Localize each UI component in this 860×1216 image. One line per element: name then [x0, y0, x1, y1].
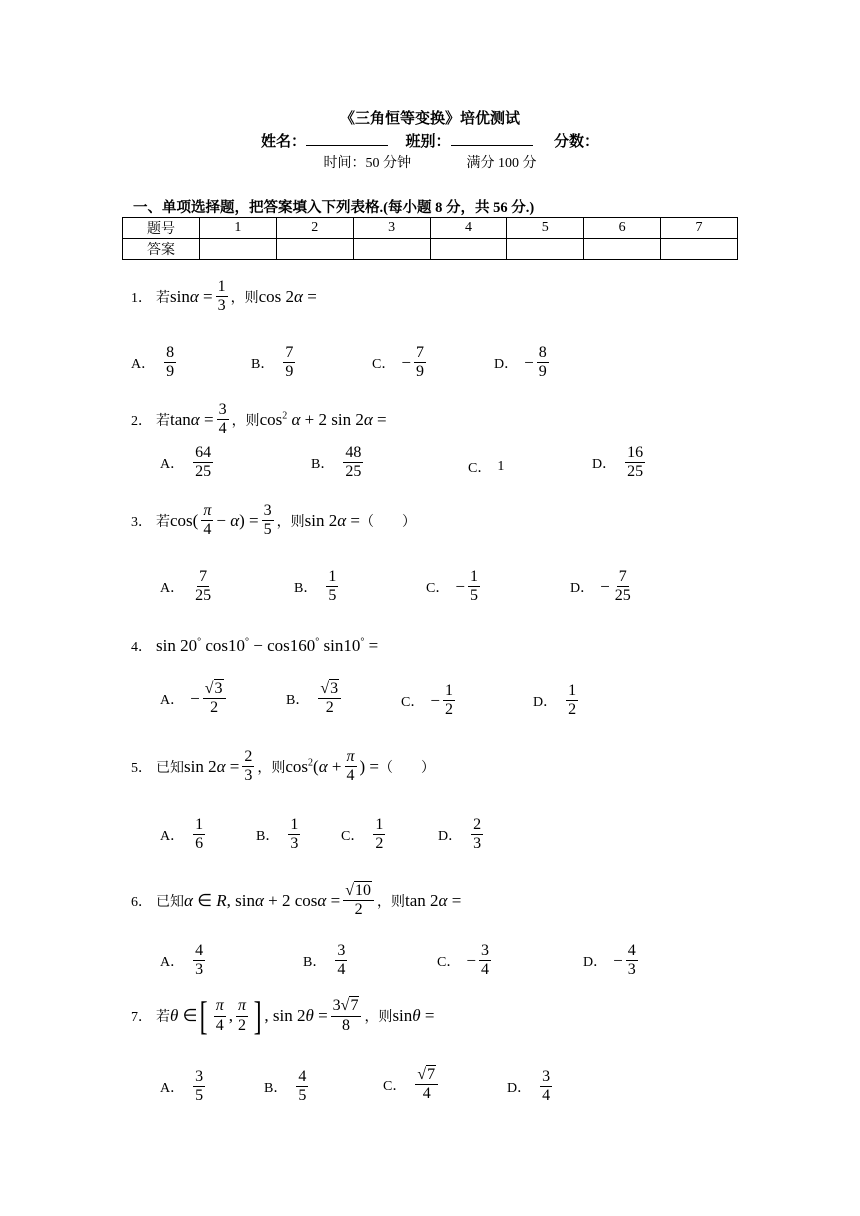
question-text: ，则	[231, 413, 260, 429]
table-cell-number: 3	[353, 218, 430, 239]
option-label: C．	[341, 828, 365, 844]
option-label: C．	[426, 580, 450, 596]
option-b[interactable]	[311, 444, 366, 482]
option-label: C．	[401, 694, 425, 710]
option-label: A．	[160, 828, 185, 844]
fraction: $\frac{3√7}{8}$	[331, 997, 362, 1035]
question-2	[131, 401, 387, 439]
option-a[interactable]	[160, 444, 216, 482]
answer-cell-5[interactable]	[507, 239, 584, 260]
math-expression: cos 2α =	[258, 286, 317, 306]
option-label: B．	[286, 692, 310, 708]
fraction: $\frac{2}{3}$	[244, 748, 253, 785]
section-heading: 一、单项选择题，把答案填入下列表格.(每小题 8 分，共 56 分.)	[133, 200, 535, 216]
answer-cell-4[interactable]	[430, 239, 507, 260]
class-blank[interactable]	[451, 131, 533, 146]
answer-cell-7[interactable]	[661, 239, 738, 260]
math-expression: θ ∈	[170, 1006, 198, 1025]
fraction: $\frac{√10}{2}$	[343, 882, 374, 920]
option-label: A．	[160, 456, 185, 472]
answer-cell-2[interactable]	[276, 239, 353, 260]
fraction: $\frac{3}{5}$	[263, 502, 272, 539]
option-label: C．	[383, 1078, 407, 1094]
question-4	[131, 636, 378, 656]
math-expression: sin 2α =	[304, 510, 360, 530]
page-title: 《三角恒等变换》培优测试	[339, 111, 520, 127]
name-blank[interactable]	[306, 131, 388, 146]
option-label: A．	[160, 580, 185, 596]
question-number: 4．	[131, 640, 152, 655]
option-label: A．	[131, 356, 156, 372]
option-label: D．	[507, 1080, 532, 1096]
option-label: A．	[160, 954, 185, 970]
option-value: 1	[497, 459, 505, 474]
option-label: D．	[494, 356, 519, 372]
math-expression: sin 20° cos10° − cos160° sin10° =	[156, 636, 379, 655]
question-7: 7． 若 θ ∈ [ $\frac{\pi}{4}$ , $\frac{\pi}{2}$ ] , sin 2θ = $\frac{3√7}{8}$ ，则 sinθ =	[131, 993, 435, 1038]
option-label: C．	[468, 461, 492, 476]
fraction: $\frac{1}{2}$	[375, 816, 384, 853]
math-expression: , sin 2θ =	[264, 1006, 328, 1025]
question-number: 7．	[131, 1010, 152, 1025]
math-expression: α ∈ R, sinα + 2 cosα =	[184, 890, 341, 910]
option-d[interactable]	[507, 1068, 555, 1106]
math-expression: tan 2α =	[404, 890, 462, 910]
fraction: $\frac{1}{5}$	[328, 568, 337, 605]
option-c[interactable]: C． − $\frac{1}{5}$	[426, 568, 478, 605]
option-a[interactable]	[160, 1068, 208, 1106]
math-expression: − α) =	[216, 510, 259, 530]
answer-paren: （ ）	[360, 514, 416, 530]
option-d[interactable]: D． − $\frac{8}{9}$	[494, 344, 547, 381]
table-header-number: 题号	[123, 218, 200, 239]
fraction: $\frac{1}{2}$	[568, 682, 577, 719]
table-cell-number: 2	[276, 218, 353, 239]
option-label: D．	[533, 694, 558, 710]
option-label: D．	[583, 954, 608, 970]
option-d[interactable]: D． − $\frac{4}{3}$	[583, 942, 636, 979]
table-cell-number: 6	[584, 218, 661, 239]
question-text: 已知	[156, 760, 184, 776]
question-number: 5．	[131, 760, 152, 776]
option-label: A．	[160, 692, 185, 708]
full-score: 满分 100 分	[466, 156, 537, 171]
option-label: C．	[437, 954, 461, 970]
option-a[interactable]	[160, 942, 208, 980]
math-expression: sin 2α =	[184, 756, 240, 776]
question-1	[131, 278, 317, 316]
option-c[interactable]	[341, 816, 388, 854]
fraction: $\frac{7}{9}$	[415, 344, 424, 381]
option-b[interactable]	[294, 568, 341, 606]
fraction: $\frac{8}{9}$	[166, 344, 175, 381]
question-number: 3．	[131, 514, 152, 530]
option-label: B．	[311, 456, 335, 472]
fraction: $\frac{3}{5}$	[195, 1068, 204, 1105]
fraction: $\frac{16}{25}$	[627, 444, 644, 481]
option-b[interactable]	[303, 942, 350, 980]
question-5	[131, 748, 435, 786]
option-label: B．	[264, 1080, 288, 1096]
fraction: $\frac{√7}{4}$	[415, 1066, 438, 1104]
fraction: $\frac{3}{4}$	[218, 401, 227, 438]
fraction: $\frac{3}{4}$	[480, 942, 489, 979]
option-d[interactable]	[438, 816, 486, 854]
option-b[interactable]	[264, 1068, 311, 1106]
fraction: $\frac{\pi}{4}$	[215, 997, 224, 1034]
table-cell-number: 1	[200, 218, 277, 239]
answer-cell-6[interactable]	[584, 239, 661, 260]
question-6	[131, 882, 461, 920]
exam-meta	[0, 152, 860, 172]
option-c[interactable]	[468, 457, 504, 477]
option-c[interactable]: C． − $\frac{1}{2}$	[401, 682, 453, 719]
option-label: D．	[592, 456, 617, 472]
table-header-answer: 答案	[123, 239, 200, 260]
option-label: B．	[256, 828, 280, 844]
math-expression: tanα =	[170, 409, 214, 429]
fraction: $\frac{48}{25}$	[345, 444, 362, 481]
question-text: ，则	[230, 290, 259, 306]
question-3	[131, 502, 416, 540]
math-expression: $\cos^2 \alpha + 2$ sin 2α =	[259, 409, 387, 429]
math-expression: ) =	[359, 756, 380, 776]
option-d[interactable]	[592, 444, 648, 482]
question-text: ，则	[364, 1010, 393, 1025]
question-text: 已知	[156, 894, 184, 910]
math-expression: cos(	[170, 510, 199, 530]
fraction: $\frac{1}{3}$	[290, 816, 299, 853]
answer-paren: （ ）	[379, 760, 436, 776]
option-c[interactable]	[383, 1066, 441, 1104]
question-number: 6．	[131, 894, 152, 910]
question-number: 1．	[131, 290, 152, 306]
fraction: $\frac{\pi}{2}$	[238, 997, 247, 1034]
question-text: 若	[156, 514, 170, 530]
option-label: B．	[294, 580, 318, 596]
fraction: $\frac{7}{25}$	[195, 568, 212, 605]
option-label: B．	[251, 356, 275, 372]
fraction: $\frac{\pi}{4}$	[346, 748, 355, 785]
table-row-answers	[123, 239, 738, 260]
answer-cell-3[interactable]	[353, 239, 430, 260]
fraction: $\frac{3}{4}$	[337, 942, 346, 979]
fraction: $\frac{8}{9}$	[538, 344, 547, 381]
question-text: 若	[156, 290, 170, 306]
fraction: $\frac{1}{3}$	[217, 278, 226, 315]
score-label: 分数：	[554, 134, 600, 150]
option-b[interactable]	[251, 344, 298, 382]
fraction: $\frac{√3}{2}$	[203, 680, 226, 718]
option-label: A．	[160, 1080, 185, 1096]
option-label: B．	[303, 954, 327, 970]
right-bracket: ]	[253, 993, 262, 1038]
fraction: $\frac{7}{25}$	[614, 568, 631, 605]
fraction: $\frac{1}{6}$	[195, 816, 204, 853]
option-b[interactable]	[256, 816, 303, 854]
fraction: $\frac{64}{25}$	[195, 444, 212, 481]
option-a[interactable]: A． − $\frac{√3}{2}$	[160, 680, 229, 718]
fraction: $\frac{√3}{2}$	[318, 680, 341, 718]
option-a[interactable]	[131, 344, 179, 382]
table-row-numbers	[123, 218, 738, 239]
math-expression: sinθ =	[392, 1006, 435, 1025]
option-label: C．	[372, 356, 396, 372]
option-d[interactable]	[533, 682, 581, 720]
option-label: D．	[438, 828, 463, 844]
fraction: $\frac{7}{9}$	[285, 344, 294, 381]
fraction: $\frac{1}{2}$	[444, 682, 453, 719]
left-bracket: [	[200, 993, 209, 1038]
option-b[interactable]	[286, 680, 344, 718]
class-label: 班别：	[405, 134, 451, 150]
option-c[interactable]: C． − $\frac{3}{4}$	[437, 942, 489, 979]
option-c[interactable]: C． − $\frac{7}{9}$	[372, 344, 424, 381]
fraction: $\frac{2}{3}$	[473, 816, 482, 853]
fraction: $\frac{3}{4}$	[542, 1068, 551, 1105]
fraction: $\frac{\pi}{4}$	[203, 502, 212, 539]
answer-table	[122, 217, 738, 260]
question-text: ，则	[376, 894, 405, 910]
time-limit: 时间：50 分钟	[323, 156, 411, 171]
math-expression: sinα =	[170, 286, 213, 306]
question-text: 若	[156, 1010, 170, 1025]
question-text: 若	[156, 413, 170, 429]
question-number: 2．	[131, 413, 152, 429]
option-d[interactable]: D． − $\frac{7}{25}$	[570, 568, 631, 605]
math-expression: $\cos^2(\alpha$ +	[285, 756, 342, 776]
option-a[interactable]	[160, 816, 208, 854]
table-cell-number: 4	[430, 218, 507, 239]
option-label: D．	[570, 580, 595, 596]
fraction: $\frac{4}{5}$	[298, 1068, 307, 1105]
answer-cell-1[interactable]	[200, 239, 277, 260]
name-label: 姓名：	[260, 134, 306, 150]
question-text: ，则	[257, 760, 286, 776]
table-cell-number: 5	[507, 218, 584, 239]
fraction: $\frac{4}{3}$	[195, 942, 204, 979]
fraction: $\frac{1}{5}$	[469, 568, 478, 605]
fraction: $\frac{4}{3}$	[627, 942, 636, 979]
question-text: ，则	[276, 514, 305, 530]
student-info-line	[0, 130, 860, 151]
option-a[interactable]	[160, 568, 216, 606]
table-cell-number: 7	[661, 218, 738, 239]
